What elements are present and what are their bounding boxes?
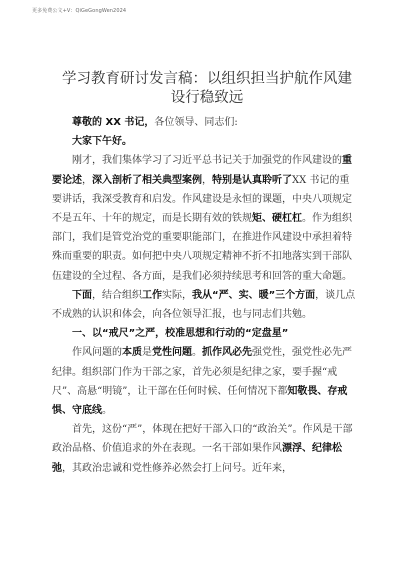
p1-text-1: 刚才，我们集体学习了习近平总书记关于加强党的作风建设的	[72, 155, 342, 167]
document-body	[52, 113, 358, 478]
greeting-text: 大家下午好。	[72, 136, 132, 148]
watermark-text: 更多免费公文+V：QiGeGongWen2024	[32, 8, 127, 14]
paragraph-3	[52, 343, 358, 420]
p2-bold-3: 我从“严、实、暖”三个方面	[192, 289, 316, 301]
paragraph-1	[52, 151, 358, 285]
p3-bold-1: 本质	[122, 347, 142, 359]
p2-text-3: ，谈几点不成熟的认识和体会，向各位领导汇报，也与同志们共勉。	[52, 289, 356, 321]
page-title	[52, 70, 362, 108]
salutation-part-2: 各位领导、同志们:	[154, 117, 238, 128]
greeting	[52, 132, 358, 151]
p2-bold-2: 工作	[142, 289, 162, 301]
p2-text-1: ，结合组织	[92, 289, 142, 301]
p1-text-5: 。作为组织部门，我们是管党治党的重要职能部门，在推进作风建设中承担着特殊而重要的职责。如何把中央八项规定精神不折不扣地落实到干部队伍建设的全过程、各方面，是我们必须持续思考和回答的重大命题。	[52, 213, 352, 282]
p1-text-4: XX 书记的重要讲话，我深受教育和启发。作风建设是永恒的课题，中央八项规定不是五年、十年的规定，而是长期有效的铁规	[52, 174, 352, 225]
salutation	[52, 113, 358, 132]
salutation-part-1: 尊敬的 XX 书记，	[72, 117, 155, 128]
title-line-2: 设行稳致远	[170, 90, 244, 106]
p3-text-2: 是	[142, 347, 152, 359]
p1-bold-4: 矩、硬杠杠	[252, 213, 302, 225]
p4-text-2: ，其政治忠诚和党性修养必然会打上问号。近年来，	[62, 462, 292, 474]
p3-text-3: 。	[192, 347, 202, 359]
p4-bold-1: 漂浮、纪律松弛	[52, 443, 342, 474]
paragraph-4	[52, 420, 358, 478]
p1-bold-3: 特别是认真聆听了	[212, 174, 292, 186]
p2-bold-1: 下面	[72, 289, 92, 301]
p3-text-1: 作风问题的	[72, 347, 122, 359]
p1-text-2: ，	[82, 174, 92, 186]
p1-bold-2: 深入剖析了相关典型案例	[92, 174, 202, 186]
p3-text-4: 强党性，强党性必先严纪律。组织部门作为干部之家，首先必须是纪律之家，要手握“戒尺”、高悬“明镜”，让干部在任何时候、任何情况下都	[52, 347, 352, 397]
title-line-1: 学习教育研讨发言稿：以组织担当护航作风建	[62, 71, 352, 87]
p3-bold-3: 抓作风必先	[202, 347, 252, 359]
p1-text-3: ，	[202, 174, 212, 186]
p4-text-1: 首先，这份“严”，体现在把好干部入口的“政治关”。作风是干部政治品格、价值追求的外在表现。一名干部如果作风	[52, 424, 353, 455]
paragraph-2	[52, 286, 358, 324]
p3-bold-4: 知敬畏、存戒惧、守底线	[52, 385, 348, 417]
p2-text-2: 实际，	[162, 289, 192, 301]
p1-bold-1: 重要论述	[52, 155, 352, 186]
p3-bold-2: 党性问题	[152, 347, 192, 359]
p3-text-5: 。	[102, 405, 112, 417]
section-heading-1: 一、以“戒尺”之严，校准思想和行动的“定盘星”	[72, 328, 289, 340]
